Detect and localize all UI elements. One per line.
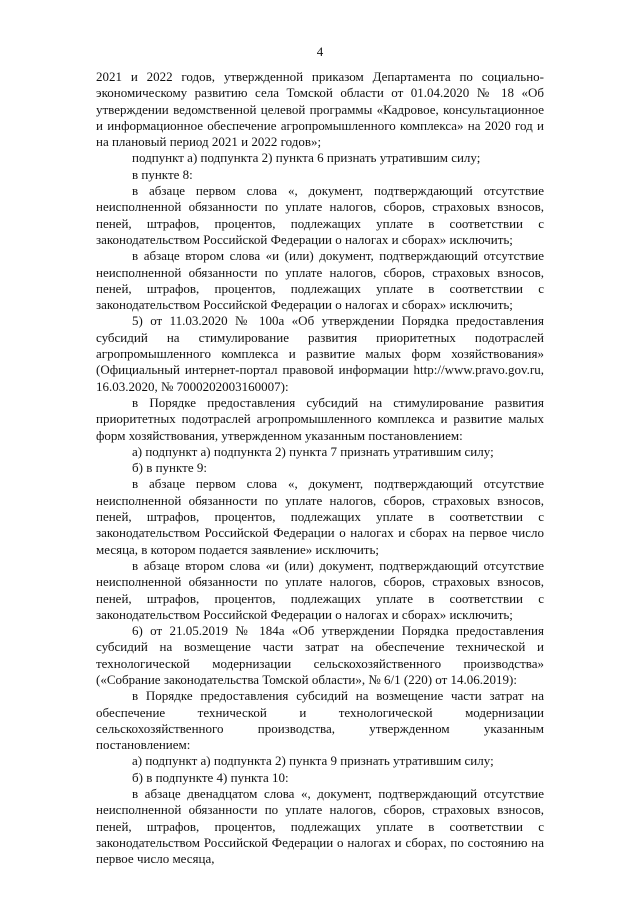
paragraph: 6) от 21.05.2019 № 184а «Об утверждении Порядка предоставления субсидий на возмещение части затрат на обеспечение технической и технологической модернизации сельскохозяйственного производства» («Собрание законодательства Томской области», № 6/1 (220) от 14.06.2019): [96, 623, 544, 687]
paragraph: 2021 и 2022 годов, утвержденной приказом Департамента по социально-экономическому развитию села Томской области от 01.04.2020 № 18 «Об утверждении ведомственной целевой программы «Кадровое, консультационное и информационное обеспечение агропромышленного комплекса» на 2020 год и на плановый период 2021 и 2022 годов»; [96, 69, 544, 150]
page-number: 4 [316, 44, 324, 59]
paragraph: в абзаце двенадцатом слова «, документ, подтверждающий отсутствие неисполненной обязанности по уплате налогов, сборов, страховых взносов, пеней, штрафов, процентов, подлежащих уплате в соответствии с законодательством Российской Федерации о налогах и сборах, по состоянию на первое число месяца, [96, 786, 544, 867]
paragraph: в абзаце втором слова «и (или) документ, подтверждающий отсутствие неисполненной обязанности по уплате налогов, сборов, страховых взносов, пеней, штрафов, процентов, подлежащих уплате в соответствии с законодательством Российской Федерации о налогах и сборах» исключить; [96, 557, 544, 622]
paragraph: а) подпункт а) подпункта 2) пункта 7 признать утратившим силу; [132, 443, 494, 459]
paragraph: б) в подпункте 4) пункта 10: [132, 769, 289, 785]
paragraph: в Порядке предоставления субсидий на стимулирование развития приоритетных подотраслей агропромышленного комплекса и развитие малых форм хозяйствования, утвержденном указанным постановлением: [96, 394, 544, 443]
paragraph: 5) от 11.03.2020 № 100а «Об утверждении Порядка предоставления субсидий на стимулирование развития приоритетных подотраслей агропромышленного комплекса и развитие малых форм хозяйствования» (Официальный интернет-портал правовой информации http://www.pravo.gov.ru, 16.03.2020, № 7000202003160007): [96, 313, 544, 394]
paragraph: в пункте 8: [132, 166, 193, 182]
paragraph: в абзаце первом слова «, документ, подтверждающий отсутствие неисполненной обязанности по уплате налогов, сборов, страховых взносов, пеней, штрафов, процентов, подлежащих уплате в соответствии с законодательством Российской Федерации о налогах и сборах» исключить; [96, 183, 544, 247]
paragraph: в абзаце втором слова «и (или) документ, подтверждающий отсутствие неисполненной обязанности по уплате налогов, сборов, страховых взносов, пеней, штрафов, процентов, подлежащих уплате в соответствии с законодательством Российской Федерации о налогах и сборах» исключить; [96, 248, 544, 313]
paragraph: подпункт а) подпункта 2) пункта 6 признать утратившим силу; [132, 150, 481, 166]
paragraph: в абзаце первом слова «, документ, подтверждающий отсутствие неисполненной обязанности по уплате налогов, сборов, страховых взносов, пеней, штрафов, процентов, подлежащих уплате в соответствии с законодательством Российской Федерации о налогах и сборах на первое число месяца, в котором подается заявление» исключить; [96, 476, 544, 557]
document-body [96, 69, 544, 868]
paragraph: а) подпункт а) подпункта 2) пункта 9 признать утратившим силу; [132, 753, 494, 769]
paragraph: в Порядке предоставления субсидий на возмещение части затрат на обеспечение технической и технологической модернизации сельскохозяйственного производства, утвержденном указанным постановлением: [96, 688, 544, 753]
paragraph: б) в пункте 9: [132, 460, 207, 476]
